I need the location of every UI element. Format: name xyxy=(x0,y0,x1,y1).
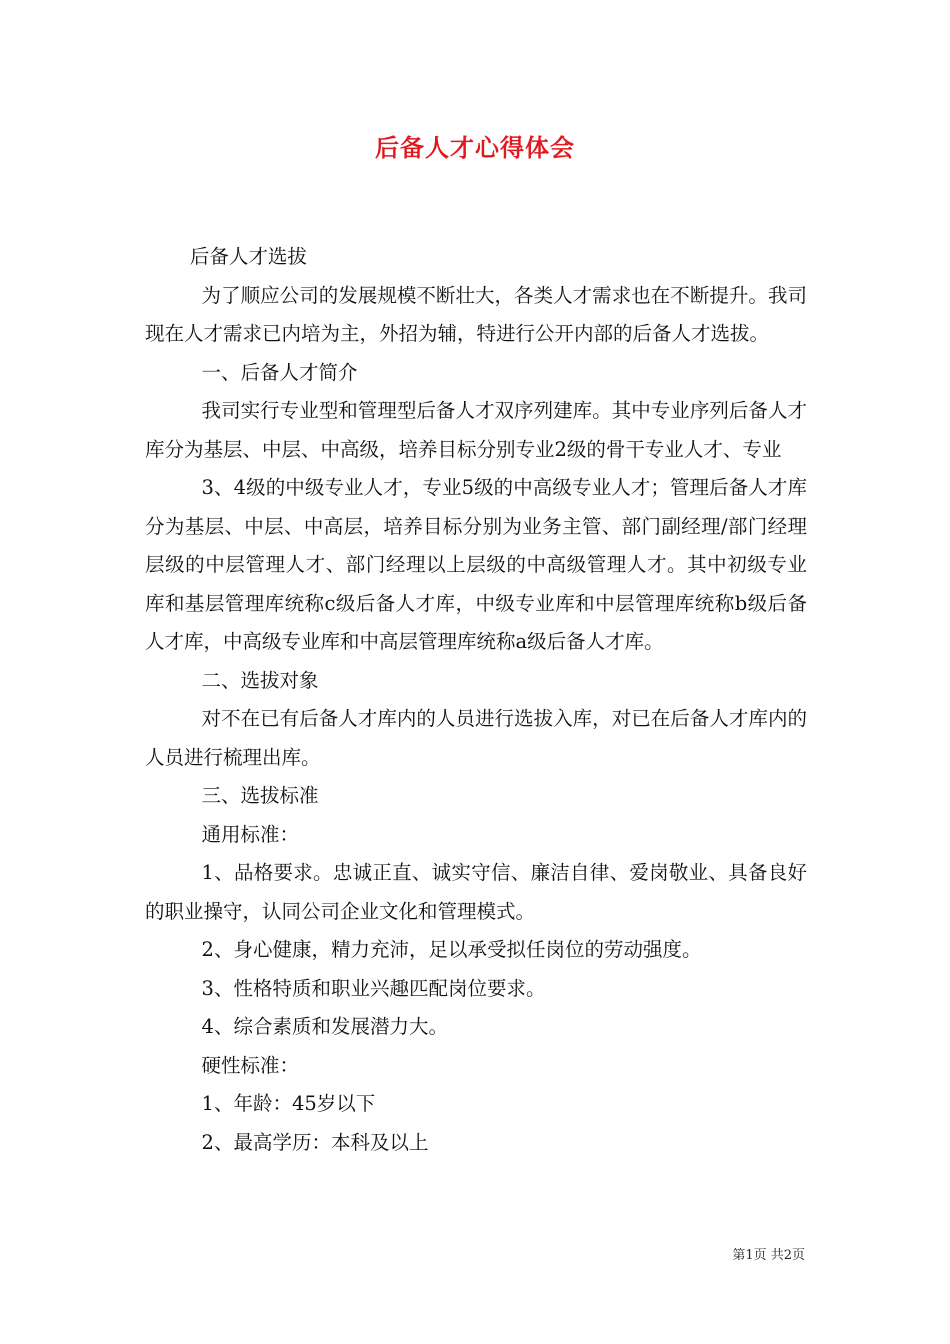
paragraph: 为了顺应公司的发展规模不断壮大，各类人才需求也在不断提升。我司现在人才需求已内培为主，外招为辅，特进行公开内部的后备人才选拔。 xyxy=(145,283,807,345)
paragraph-list-item: 2、最高学历：本科及以上 xyxy=(201,1130,429,1154)
paragraph-list-item: 2、身心健康，精力充沛，足以承受拟任岗位的劳动强度。 xyxy=(201,938,702,961)
paragraph-list-item: 3、性格特质和职业兴趣匹配岗位要求。 xyxy=(201,976,546,1000)
paragraph-list-item: 1、品格要求。忠诚正直、诚实守信、廉洁自律、爱岗敬业、具备良好的职业操守，认同公司企业文化和管理模式。 xyxy=(145,861,807,923)
paragraph: 3、4级的中级专业人才，专业5级的中高级专业人才；管理后备人才库分为基层、中层、中高层，培养目标分别为业务主管、部门副经理/部门经理层级的中层管理人才、部门经理以上层级的中高级管理人才。其中初级专业库和基层管理库统称c级后备人才库，中级专业库和中层管理库统称b级后备人才库，中高级专业库和中高层管理库统称a级后备人才库。 xyxy=(145,476,807,653)
paragraph-heading: 三、选拔标准 xyxy=(201,784,319,807)
document-title: 后备人才心得体会 xyxy=(375,133,575,162)
paragraph: 对不在已有后备人才库内的人员进行选拔入库，对已在后备人才库内的人员进行梳理出库。 xyxy=(145,707,807,769)
paragraph-heading: 二、选拔对象 xyxy=(201,668,319,692)
paragraph: 我司实行专业型和管理型后备人才双序列建库。其中专业序列后备人才库分为基层、中层、中高级，培养目标分别专业2级的骨干专业人才、专业 xyxy=(145,399,807,461)
paragraph-heading: 一、后备人才简介 xyxy=(201,360,358,384)
page-number-footer: 第1页 共2页 xyxy=(732,1248,805,1263)
paragraph-section-heading: 后备人才选拔 xyxy=(189,245,307,268)
paragraph-list-item: 4、综合素质和发展潜力大。 xyxy=(201,1015,448,1038)
paragraph-subheading: 硬性标准： xyxy=(201,1053,300,1077)
paragraph-subheading: 通用标准： xyxy=(201,822,300,846)
document-body xyxy=(145,238,807,1162)
paragraph-list-item: 1、年龄：45岁以下 xyxy=(201,1092,376,1115)
